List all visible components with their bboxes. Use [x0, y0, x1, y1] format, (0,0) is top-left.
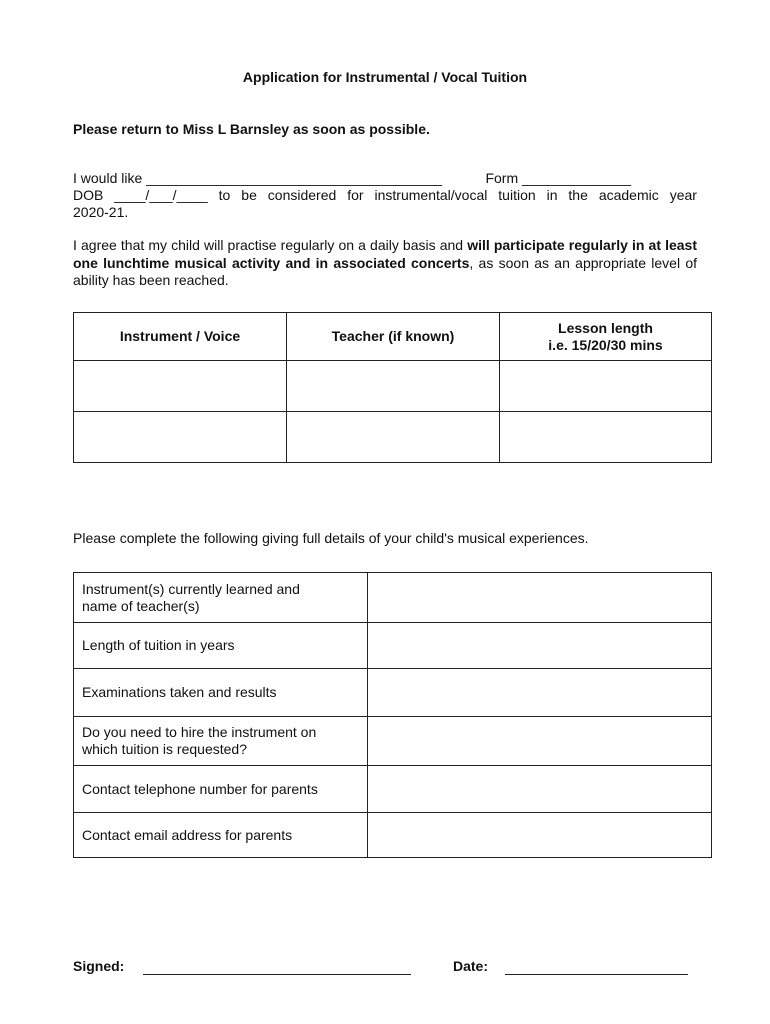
experience-row: [74, 669, 712, 717]
tuition-row: [74, 412, 712, 463]
page-title: Application for Instrumental / Vocal Tuition: [242, 69, 528, 85]
tuition-length-label: Length of tuition in years: [74, 623, 368, 669]
tuition-request-table: [73, 312, 712, 463]
hire-instrument-line1: Do you need to hire the instrument on: [82, 724, 317, 740]
experience-row: [74, 573, 712, 623]
contact-telephone-label: Contact telephone number for parents: [74, 766, 368, 813]
tuition-header-row: [74, 313, 712, 361]
contact-email-label: Contact email address for parents: [74, 813, 368, 858]
signature-line[interactable]: [143, 974, 411, 975]
signed-label: Signed:: [73, 958, 125, 974]
examinations-field[interactable]: [368, 669, 712, 717]
experience-row: [74, 766, 712, 813]
dob-text-word: in: [546, 187, 558, 203]
name-blank[interactable]: I would like ______________________________________: [73, 170, 443, 186]
hire-instrument-label: [74, 717, 368, 766]
experience-intro: Please complete the following giving full details of your child's musical experiences.: [73, 530, 589, 546]
dob-text-word: year: [669, 187, 697, 203]
contact-email-field[interactable]: [368, 813, 712, 858]
instrument-voice-cell[interactable]: [74, 412, 287, 463]
applicant-details-paragraph: [73, 170, 697, 221]
hire-instrument-line2: which tuition is requested?: [82, 741, 247, 757]
experience-row: [74, 813, 712, 858]
dob-text-word: to: [218, 187, 231, 203]
agreement-text-end: , as soon as an appropriate level of ability has been reached.: [73, 254, 698, 288]
lesson-length-header: [500, 313, 712, 361]
dob-line: [73, 187, 697, 204]
teacher-cell[interactable]: [287, 361, 500, 412]
return-instruction: Please return to Miss L Barnsley as soon as possible.: [73, 121, 430, 137]
agreement-bold-commitment: will participate regularly in at least one lunchtime musical activity and in associated concerts: [73, 237, 697, 271]
dob-text-word: the: [568, 187, 588, 203]
date-line[interactable]: [505, 974, 688, 975]
instruments-learned-label: [74, 573, 368, 623]
teacher-header: Teacher (if known): [287, 313, 500, 361]
dob-text-word: tuition: [498, 187, 536, 203]
experience-row: [74, 717, 712, 766]
dob-text-word: instrumental/vocal: [374, 187, 488, 203]
hire-instrument-field[interactable]: [368, 717, 712, 766]
lesson-length-header-line1: Lesson length: [558, 319, 653, 336]
dob-blank[interactable]: ____/___/____: [114, 187, 208, 203]
instrument-voice-cell[interactable]: [74, 361, 287, 412]
tuition-row: [74, 361, 712, 412]
dob-text-word: considered: [267, 187, 337, 203]
tuition-length-field[interactable]: [368, 623, 712, 669]
instruments-learned-line1: Instrument(s) currently learned and: [82, 580, 300, 597]
agreement-text-start: I agree that my child will practise regularly on a daily basis and: [73, 237, 468, 253]
lesson-length-header-line2: i.e. 15/20/30 mins: [548, 336, 663, 353]
date-label: Date:: [453, 958, 489, 974]
form-blank[interactable]: Form ______________: [485, 170, 631, 186]
dob-text-word: academic: [598, 187, 659, 203]
dob-text-word: for: [347, 187, 364, 203]
experience-row: [74, 623, 712, 669]
examinations-label: Examinations taken and results: [74, 669, 368, 717]
contact-telephone-field[interactable]: [368, 766, 712, 813]
instruments-learned-field[interactable]: [368, 573, 712, 623]
dob-text-word: be: [241, 187, 257, 203]
agreement-paragraph: [73, 237, 697, 290]
instruments-learned-line2: name of teacher(s): [82, 597, 200, 614]
name-form-line: [73, 170, 697, 187]
dob-label: DOB: [73, 187, 104, 203]
lesson-length-cell[interactable]: [500, 361, 712, 412]
lesson-length-cell[interactable]: [500, 412, 712, 463]
instrument-voice-header: Instrument / Voice: [74, 313, 287, 361]
teacher-cell[interactable]: [287, 412, 500, 463]
musical-experience-table: [73, 572, 712, 858]
academic-year: 2020-21.: [73, 204, 129, 220]
